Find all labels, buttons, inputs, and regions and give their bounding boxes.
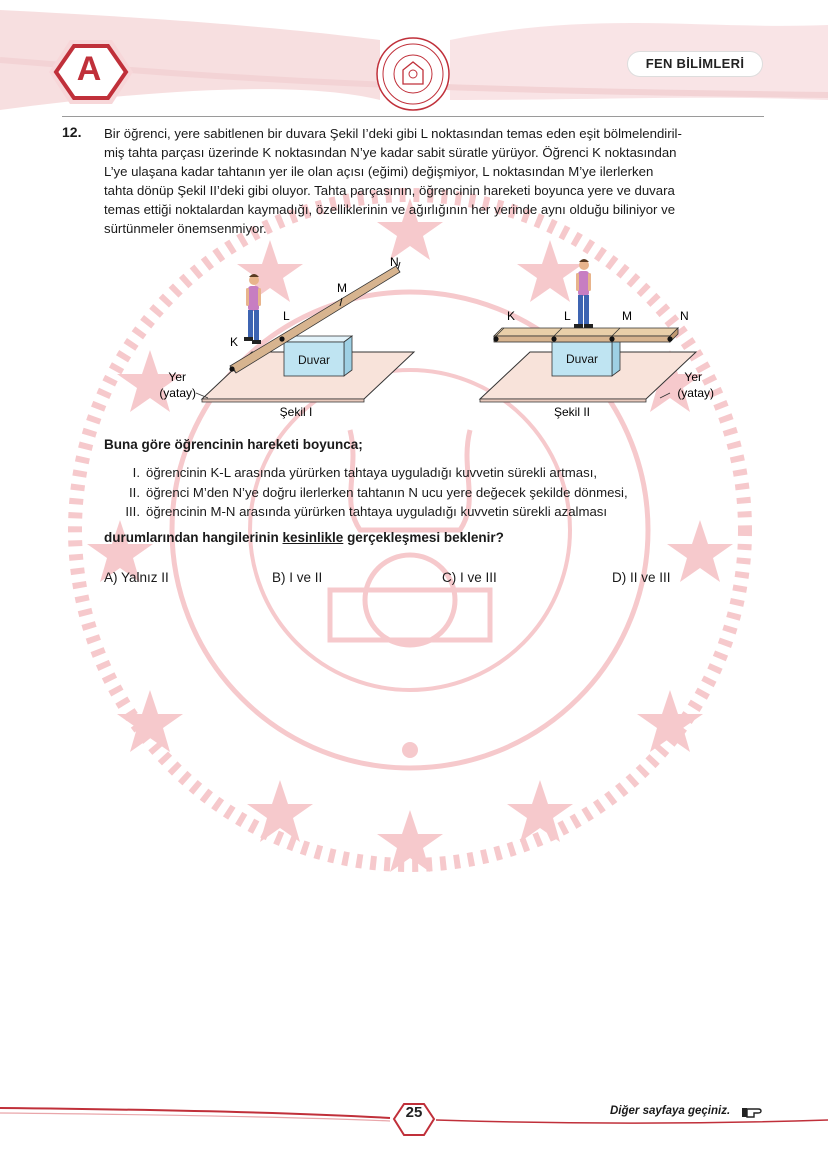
statement-number: I. (132, 465, 140, 480)
point-n-label: N (680, 309, 689, 323)
point-k-dot (229, 366, 234, 371)
ministry-seal (377, 38, 449, 110)
question-figure (150, 252, 720, 424)
point-l-dot (551, 336, 556, 341)
figure-2 (480, 259, 714, 419)
wall-label: Duvar (297, 353, 331, 367)
question-number: 12. (62, 124, 82, 140)
statement-text: öğrenci M’den N’ye doğru ilerlerken tahtanın N ucu yere değecek şekilde dönmesi, (146, 484, 628, 500)
wall-label: Duvar (565, 352, 599, 366)
choice-a[interactable]: A) Yalnız II (104, 570, 169, 585)
question-line: Bir öğrenci, yere sabitlenen bir duvara Şekil I’deki gibi L noktasından temas eden eşit bölmelendiril- (104, 126, 682, 141)
figure-1-caption: Şekil I (279, 405, 313, 419)
statement-item (118, 483, 758, 503)
choice-c[interactable]: C) I ve III (442, 570, 497, 585)
question-line: temas ettiği noktalardan kaymadığı, özelliklerinin ve ağırlığının her yerinde aynı olduğu biliniyor ve (104, 202, 676, 217)
question-line: sürtünmeler önemsenmiyor. (104, 221, 267, 236)
statement-text: öğrencinin M-N arasında yürürken tahtaya uyguladığı kuvvetin sürekli azalması (146, 504, 608, 519)
statement-item (118, 463, 758, 483)
point-l-label: L (283, 309, 290, 323)
point-m-label: M (337, 281, 347, 295)
next-page-note: Diğer sayfaya geçiniz. (610, 1105, 731, 1117)
point-m-label: M (622, 309, 632, 323)
question-line: miş tahta parçası üzerinde K noktasından N’ye kadar sabit süratle yürüyor. Öğrenci K noktasından (104, 145, 677, 160)
header-rule (62, 116, 764, 117)
prompt-after: gerçekleşmesi beklenir? (343, 530, 504, 545)
point-k-dot (493, 336, 498, 341)
question-prompt (104, 530, 504, 545)
point-l-label: L (564, 309, 571, 323)
student-figure (574, 259, 593, 328)
statement-text: öğrencinin K-L arasında yürürken tahtaya uyguladığı kuvvetin sürekli artması, (146, 465, 598, 480)
statement-number: III. (125, 504, 140, 519)
point-n-dot (667, 336, 672, 341)
question-lead: Buna göre öğrencinin hareketi boyunca; (104, 437, 363, 452)
prompt-emphasis: kesinlikle (282, 530, 344, 545)
point-n-label: N (390, 255, 399, 269)
ground-label-line2: (yatay) (159, 386, 196, 400)
ground-label-line2: (yatay) (677, 386, 714, 400)
prompt-before: durumlarından hangilerinin (104, 530, 283, 545)
point-k-label: K (507, 309, 516, 323)
question-text (104, 124, 764, 238)
statement-item (118, 502, 758, 522)
wall-block (284, 336, 352, 376)
page-number: 25 (405, 1104, 423, 1121)
point-k-label: K (230, 335, 239, 349)
student-figure (244, 274, 261, 344)
choice-d[interactable]: D) II ve III (612, 570, 671, 585)
figure-2-caption: Şekil II (553, 405, 591, 419)
point-l-dot (279, 336, 284, 341)
subject-badge: FEN BİLİMLERİ (628, 52, 762, 76)
choice-b[interactable]: B) I ve II (272, 570, 323, 585)
statement-number: II. (129, 484, 140, 500)
statement-list (118, 463, 758, 522)
question-line: L’ye ulaşana kadar tahtanın yer ile olan açısı (eğimi) değişmiyor, L noktasından M’ye ilerlerken (104, 164, 654, 179)
plank (494, 328, 678, 342)
booklet-letter: A (76, 50, 102, 88)
pointing-hand-icon (742, 1108, 761, 1117)
question-line: tahta dönüp Şekil II’deki gibi oluyor. Tahta parçasının, öğrencinin hareketi boyunca yere ve duvara (104, 183, 675, 198)
point-m-dot (609, 336, 614, 341)
figure-1 (159, 255, 414, 419)
ground-label-line1: Yer (684, 370, 702, 384)
ground-label-line1: Yer (168, 370, 186, 384)
